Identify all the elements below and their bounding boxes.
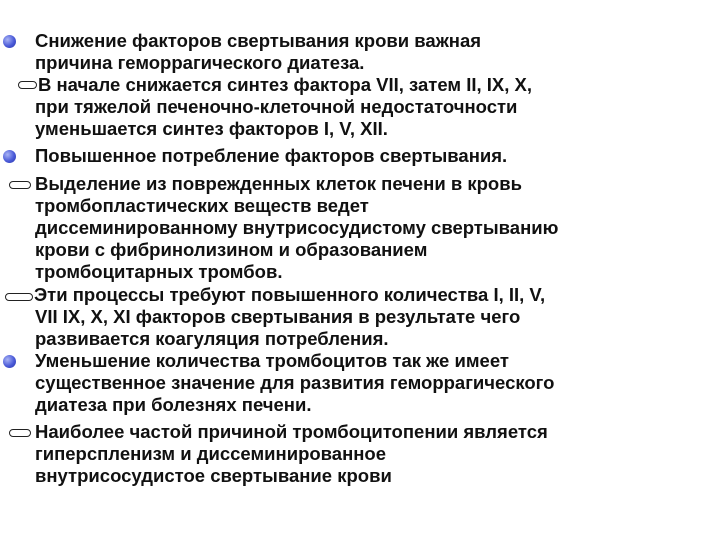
text-line: Эти процессы требуют повышенного количества I, II, V, [34,284,546,305]
list-item-text [34,284,704,306]
text-line: диатеза при болезнях печени. [35,394,312,415]
text-line: причина геморрагического диатеза. [35,52,365,73]
dash-pill-icon [5,293,33,301]
list-item-text [35,145,705,167]
text-line: Повышенное потребление факторов свертывания. [35,145,508,166]
text-line: VII IX, X, XI факторов свертывания в результате чего [35,306,521,327]
list-item-text [35,306,705,350]
text-line: уменьшается синтез факторов I, V, XII. [35,118,388,139]
text-line: тромбопластических веществ ведет [35,195,369,216]
text-line: Наиболее частой причиной тромбоцитопении является [35,421,548,442]
list-item-text [38,74,708,96]
text-line: тромбоцитарных тромбов. [35,261,283,282]
text-line: диссеминированному внутрисосудистому свертыванию [35,217,559,238]
text-line: Снижение факторов свертывания крови важная [35,30,482,51]
dash-pill-icon [18,81,37,89]
dash-pill-icon [9,429,31,437]
text-line: развивается коагуляция потребления. [35,328,389,349]
text-line: внутрисосудистое свертывание крови [35,465,392,486]
list-item-text [35,96,705,140]
round-bullet-icon [3,150,16,163]
text-line: Выделение из поврежденных клеток печени в кровь [35,173,522,194]
round-bullet-icon [3,35,16,48]
text-line: В начале снижается синтез фактора VII, затем II, IX, X, [38,74,532,95]
list-item-text [35,173,705,283]
dash-pill-icon [9,181,31,189]
list-item-text [35,350,705,416]
text-line: Уменьшение количества тромбоцитов так же имеет [35,350,509,371]
round-bullet-icon [3,355,16,368]
list-item-text [35,421,705,487]
text-line: крови с фибринолизином и образованием [35,239,428,260]
text-line: гиперспленизм и диссеминированное [35,443,387,464]
text-line: при тяжелой печеночно-клеточной недостаточности [35,96,518,117]
text-line: существенное значение для развития геморрагического [35,372,555,393]
list-item-text [35,30,705,74]
